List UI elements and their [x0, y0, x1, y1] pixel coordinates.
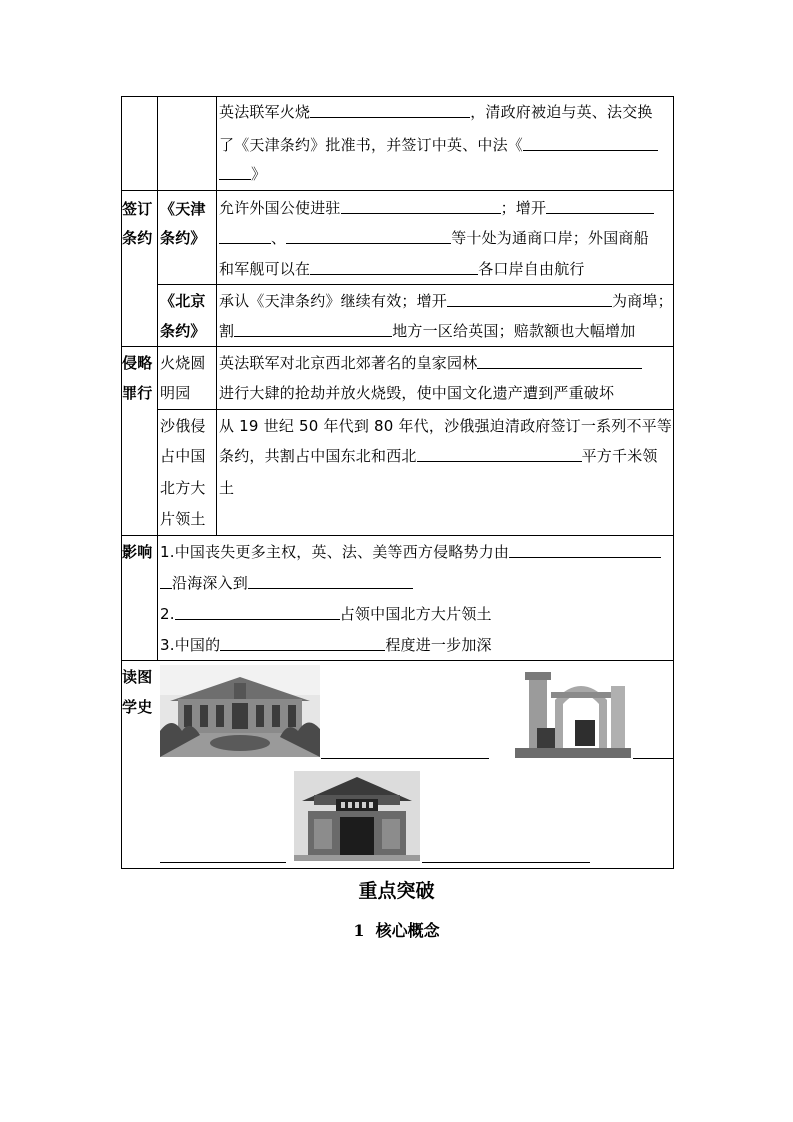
label-sign-treaty-2: 条约	[122, 229, 153, 247]
answer-blank-3[interactable]	[160, 862, 286, 863]
row5-line3: 土	[219, 479, 235, 497]
row4-line1: 英法联军对北京西北郊著名的皇家园林	[219, 354, 642, 372]
section-heading: 重点突破	[358, 880, 435, 902]
row6-line3: 2. 占领中国北方大片领土	[160, 605, 492, 623]
label-read-picture-1: 读图	[122, 668, 153, 686]
label-crimes-2: 罪行	[122, 384, 153, 402]
sub-russia-2: 占中国	[160, 447, 206, 465]
row6-line2: 沿海深入到	[160, 574, 413, 592]
row4-line2: 进行大肆的抢劫并放火烧毁，使中国文化遗产遭到严重破坏	[219, 384, 615, 402]
palace-photo	[160, 665, 320, 757]
label-sign-treaty-1: 签订	[122, 200, 153, 218]
row-line	[121, 868, 674, 869]
label-read-picture-2: 学史	[122, 698, 153, 716]
sub-russia-1: 沙俄侵	[160, 417, 206, 435]
row2-line3: 和军舰可以在 各口岸自由航行	[219, 260, 585, 278]
label-influence: 影响	[122, 543, 153, 561]
ruins-photo	[515, 666, 631, 758]
row2-line1: 允许外国公使进驻 ；增开	[219, 199, 654, 217]
sub-russia-4: 片领土	[160, 510, 206, 528]
row-line	[157, 409, 674, 410]
row-line	[157, 284, 674, 285]
gate-photo	[294, 771, 420, 861]
answer-blank-4[interactable]	[422, 862, 590, 863]
column-line	[673, 96, 674, 869]
row6-line4: 3.中国的 程度进一步加深	[160, 636, 492, 654]
subsection-heading: 1 核心概念	[353, 921, 440, 940]
column-line	[157, 96, 158, 660]
label-crimes-1: 侵略	[122, 354, 153, 372]
row6-line1: 1.中国丧失更多主权，英、法、美等西方侵略势力由	[160, 543, 661, 561]
answer-blank-1[interactable]	[321, 758, 489, 759]
sub-burn-2: 明园	[160, 384, 191, 402]
sub-burn-1: 火烧圆	[160, 354, 206, 372]
row-line	[121, 190, 674, 191]
row-line	[121, 96, 674, 97]
row1-line1: 英法联军火烧 ，清政府被迫与英、法交换	[219, 103, 653, 121]
row-line	[121, 535, 674, 536]
row2-line2: 、 等十处为通商口岸；外国商船	[219, 229, 649, 247]
sub-tianjin-1: 《天津	[160, 200, 206, 218]
sub-russia-3: 北方大	[160, 479, 206, 497]
row5-line1: 从 19 世纪 50 年代到 80 年代，沙俄强迫清政府签订一系列不平等	[219, 417, 673, 435]
row1-line3: 》	[219, 165, 266, 183]
column-line	[216, 96, 217, 535]
row-line	[121, 346, 674, 347]
row5-line2: 条约，共割占中国东北和西北 平方千米领	[219, 447, 658, 465]
sub-beijing-1: 《北京	[160, 292, 206, 310]
sub-beijing-2: 条约》	[160, 322, 206, 340]
row-line	[121, 660, 674, 661]
row3-line2: 割 地方一区给英国；赔款额也大幅增加	[219, 322, 636, 340]
row1-line2: 了《天津条约》批准书，并签订中英、中法《	[219, 136, 658, 154]
answer-blank-2[interactable]	[633, 758, 673, 759]
row3-line1: 承认《天津条约》继续有效；增开 为商埠；	[219, 292, 673, 310]
sub-tianjin-2: 条约》	[160, 229, 206, 247]
